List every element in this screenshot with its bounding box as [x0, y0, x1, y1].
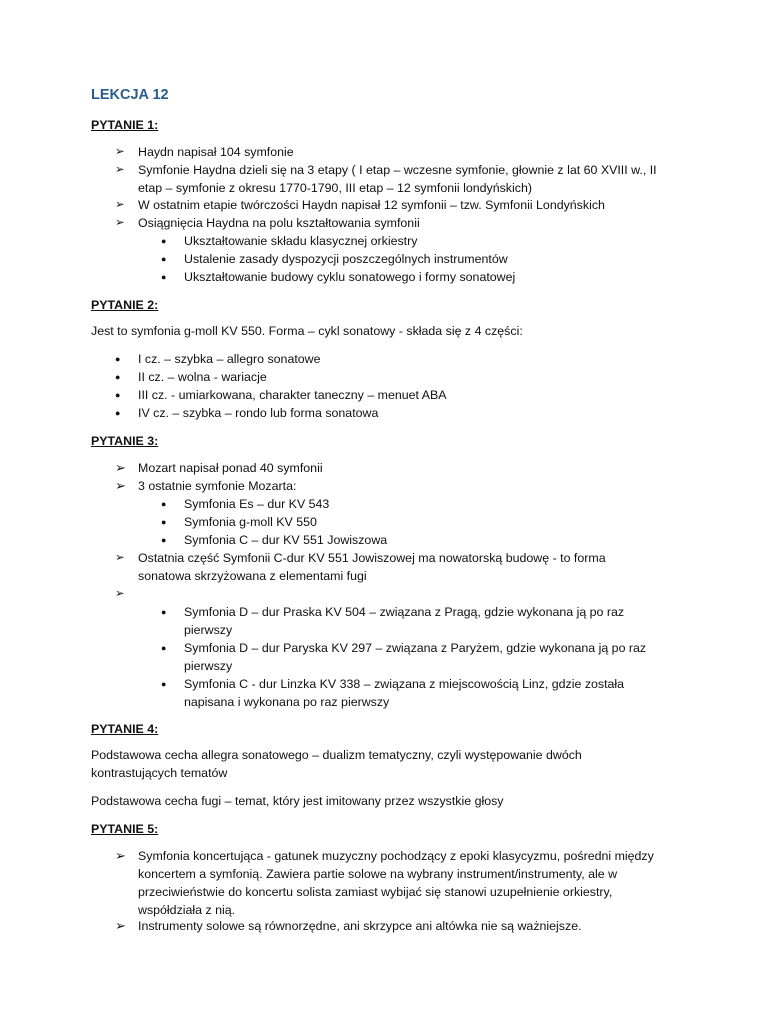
- question-5-heading: PYTANIE 5:: [91, 822, 159, 836]
- sub-list-item: Ukształtowanie budowy cyklu sonatowego i formy sonatowej: [184, 270, 516, 284]
- dot-bullet-icon: ●: [161, 254, 167, 264]
- list-item: 3 ostatnie symfonie Mozarta:: [138, 479, 297, 493]
- list-item: I cz. – szybka – allegro sonatowe: [138, 352, 321, 366]
- dot-bullet-icon: ●: [161, 499, 167, 509]
- sub-list-item: Symfonia D – dur Paryska KV 297 – związana z Paryżem, gdzie wykonana ją po raz: [184, 641, 647, 655]
- sub-list-item-continuation: pierwszy: [184, 623, 233, 637]
- question-3-heading: PYTANIE 3:: [91, 434, 159, 448]
- paragraph-continuation: kontrastujących tematów: [91, 766, 228, 780]
- list-item: IV cz. – szybka – rondo lub forma sonatowa: [138, 406, 379, 420]
- arrow-bullet-icon: ➢: [115, 217, 125, 229]
- sub-list-item-continuation: napisana i wykonana po raz pierwszy: [184, 695, 390, 709]
- dot-bullet-icon: ●: [115, 390, 121, 400]
- list-item-continuation: sonatowa skrzyżowana z elementami fugi: [138, 569, 367, 583]
- list-item-continuation: etap – symfonie z okresu 1770-1790, III etap – 12 symfonii londyńskich): [138, 181, 532, 195]
- arrow-bullet-icon: ➢: [115, 918, 126, 933]
- arrow-bullet-icon: ➢: [115, 588, 125, 600]
- dot-bullet-icon: ●: [115, 354, 121, 364]
- paragraph: Podstawowa cecha allegra sonatowego – dualizm tematyczny, czyli występowanie dwóch: [91, 748, 582, 762]
- dot-bullet-icon: ●: [115, 408, 121, 418]
- arrow-bullet-icon: ➢: [115, 552, 125, 564]
- question-2-heading: PYTANIE 2:: [91, 298, 159, 312]
- sub-list-item: Ukształtowanie składu klasycznej orkiestry: [184, 234, 418, 248]
- paragraph: Jest to symfonia g-moll KV 550. Forma – cykl sonatowy - składa się z 4 części:: [91, 324, 523, 338]
- list-item: Ostatnia część Symfonii C-dur KV 551 Jowiszowej ma nowatorską budowę - to forma: [138, 551, 606, 565]
- list-item: Symfonie Haydna dzieli się na 3 etapy ( I etap – wczesne symfonie, głownie z lat 60 XVIII w., II: [138, 163, 657, 177]
- dot-bullet-icon: ●: [161, 236, 167, 246]
- dot-bullet-icon: ●: [161, 272, 167, 282]
- arrow-bullet-icon: ➢: [115, 848, 126, 863]
- sub-list-item: Symfonia g-moll KV 550: [184, 515, 317, 529]
- list-item-continuation: przeciwieństwie do koncertu solista zamiast wybijać się stanowi uzupełnienie orkiestry,: [138, 885, 613, 899]
- sub-list-item: Symfonia Es – dur KV 543: [184, 497, 330, 511]
- list-item: Haydn napisał 104 symfonie: [138, 145, 294, 159]
- dot-bullet-icon: ●: [161, 535, 167, 545]
- dot-bullet-icon: ●: [161, 517, 167, 527]
- list-item: III cz. - umiarkowana, charakter taneczny – menuet ABA: [138, 388, 447, 402]
- arrow-bullet-icon: ➢: [115, 146, 125, 158]
- question-4-heading: PYTANIE 4:: [91, 722, 159, 736]
- lesson-title: LEKCJA 12: [91, 87, 169, 103]
- list-item: Symfonia koncertująca - gatunek muzyczny pochodzący z epoki klasycyzmu, pośredni między: [138, 849, 654, 863]
- dot-bullet-icon: ●: [161, 607, 167, 617]
- arrow-bullet-icon: ➢: [115, 164, 125, 176]
- question-1-heading: PYTANIE 1:: [91, 118, 159, 132]
- sub-list-item: Symfonia C – dur KV 551 Jowiszowa: [184, 533, 388, 547]
- list-item: W ostatnim etapie twórczości Haydn napisał 12 symfonii – tzw. Symfonii Londyńskich: [138, 198, 605, 212]
- sub-list-item-continuation: pierwszy: [184, 659, 233, 673]
- list-item: Mozart napisał ponad 40 symfonii: [138, 461, 323, 475]
- sub-list-item: Symfonia C - dur Linzka KV 338 – związana z miejscowością Linz, gdzie została: [184, 677, 625, 691]
- dot-bullet-icon: ●: [115, 372, 121, 382]
- arrow-bullet-icon: ➢: [115, 478, 126, 493]
- arrow-bullet-icon: ➢: [115, 199, 125, 211]
- dot-bullet-icon: ●: [161, 643, 167, 653]
- paragraph: Podstawowa cecha fugi – temat, który jest imitowany przez wszystkie głosy: [91, 794, 504, 808]
- list-item: Instrumenty solowe są równorzędne, ani skrzypce ani altówka nie są ważniejsze.: [138, 919, 582, 933]
- sub-list-item: Symfonia D – dur Praska KV 504 – związana z Pragą, gdzie wykonana ją po raz: [184, 605, 625, 619]
- arrow-bullet-icon: ➢: [115, 460, 126, 475]
- dot-bullet-icon: ●: [161, 679, 167, 689]
- list-item: II cz. – wolna - wariacje: [138, 370, 267, 384]
- list-item-continuation: współdziała z nią.: [138, 903, 236, 917]
- sub-list-item: Ustalenie zasady dyspozycji poszczególnych instrumentów: [184, 252, 508, 266]
- list-item-continuation: koncertem a symfonią. Zawiera partie solowe na wybrany instrument/instrumenty, ale w: [138, 867, 618, 881]
- list-item: Osiągnięcia Haydna na polu kształtowania symfonii: [138, 216, 420, 230]
